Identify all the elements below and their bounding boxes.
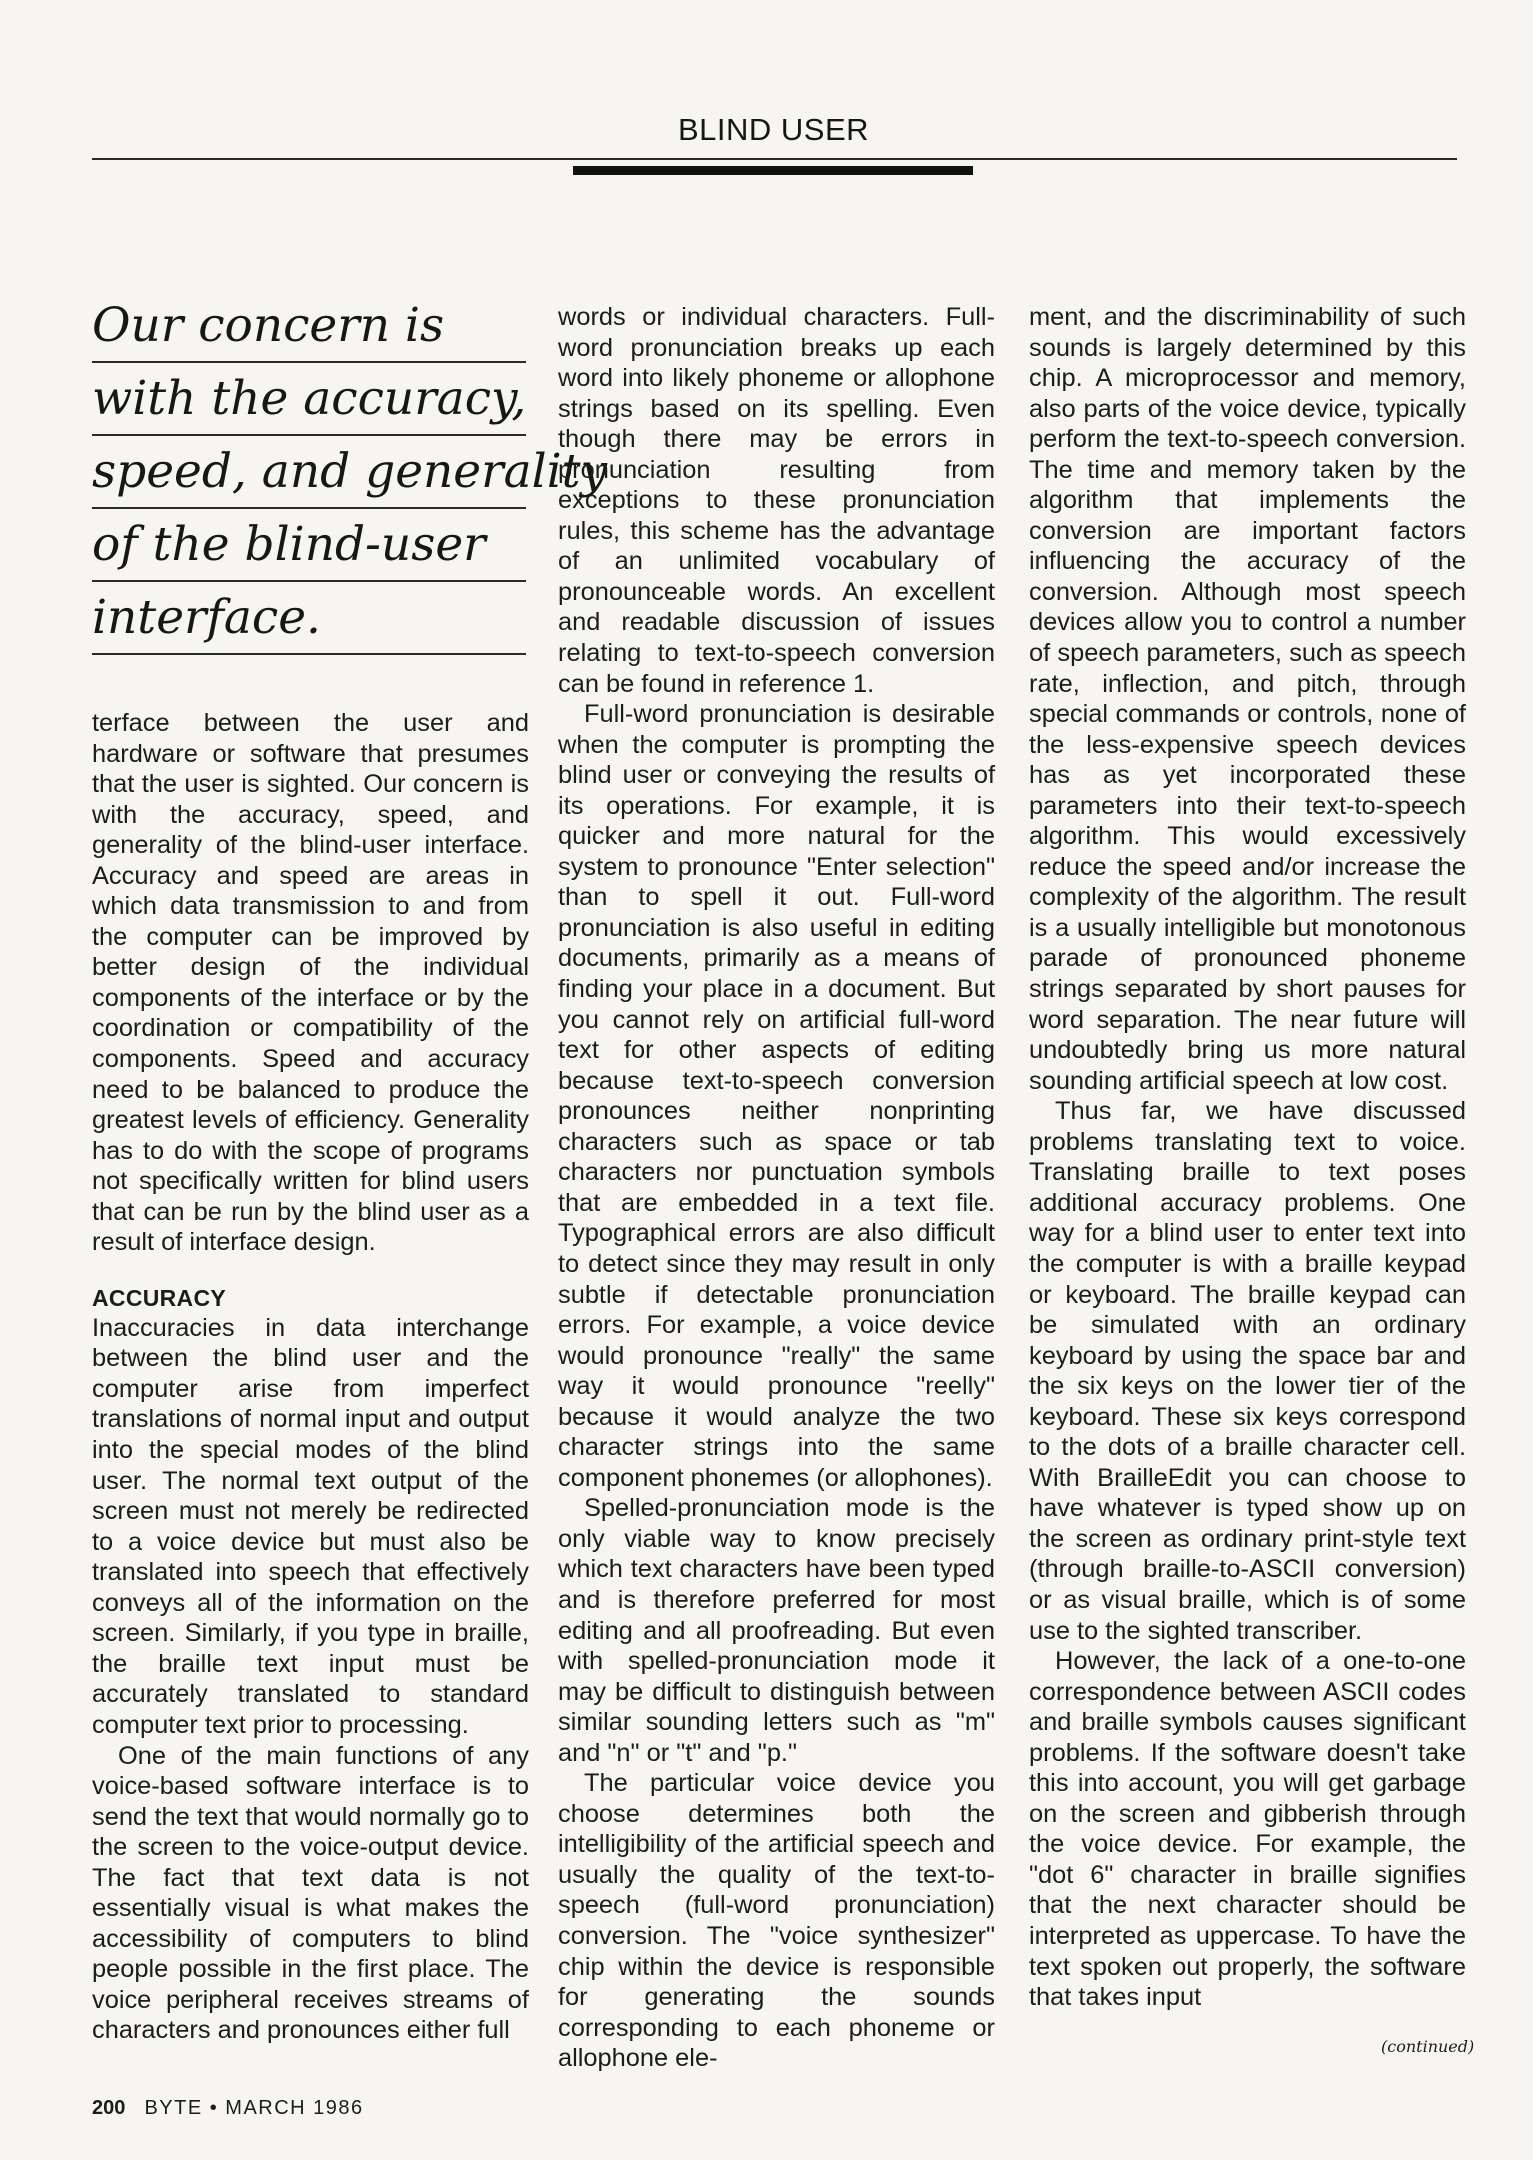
paragraph: Thus far, we have discussed problems translating text to voice. Translating braille to text poses additional accuracy problems. One way for a blind user to enter text into the computer is with a braille keypad or keyboard. The braille keypad can be simulated with an ordinary keyboard by using the space bar and the six keys on the lower tier of the keyboard. These six keys correspond to the dots of a braille character cell. With BrailleEdit you can choose to have whatever is typed show up on the screen as ordinary print-style text (through braille-to-ASCII conversion) or as visual braille, which is of some use to the sighted transcriber. — [1029, 1097, 1466, 1645]
paragraph: However, the lack of a one-to-one correspondence between ASCII codes and braille symbols causes significant problems. If the software doesn't take this into account, you will get garbage on the screen and gibberish through the voice device. For example, the "dot 6" character in braille signifies that the next character should be interpreted as uppercase. To have the text spoken out properly, the software that takes input — [1029, 1647, 1466, 2012]
paragraph: Inaccuracies in data interchange between the blind user and the computer arise from imperfect translations of normal input and output into the special modes of the blind user. The normal text output of the screen must not merely be redirected to a voice device but must also be translated into speech that effectively conveys all of the information on the screen. Similarly, if you type in braille, the braille text input must be accurately translated to standard computer text prior to processing. — [92, 1313, 529, 1739]
pull-quote-line: interface. — [92, 582, 526, 655]
paragraph: ment, and the discriminability of such sounds is largely determined by this chip. A microprocessor and memory, also parts of the voice device, typically perform the text-to-speech conversion. The time and memory taken by the algorithm that implements the conversion are important factors influencing the accuracy of the conversion. Although most speech devices allow you to control a number of speech parameters, such as speech rate, inflection, and pitch, through special commands or controls, none of the less-expensive speech devices has as yet incorporated these parameters into their text-to-speech algorithm. This would excessively reduce the speed and/or increase the complexity of the algorithm. The result is a usually intelligible but monotonous parade of pronounced phoneme strings separated by short pauses for word separation. The near future will undoubtedly bring us more natural sounding artificial speech at low cost. — [1029, 303, 1466, 1095]
header-accent-bar — [573, 166, 973, 175]
paragraph: words or individual characters. Full-word pronunciation breaks up each word into likely phoneme or allophone strings based on its spelling. Even though there may be errors in pronunciation resulting from exceptions to these pronunciation rules, this scheme has the advantage of an unlimited vocabulary of pronounceable words. An excellent and readable discussion of issues relating to text-to-speech conversion can be found in reference 1. — [558, 303, 995, 698]
pull-quote-line: speed, and generality — [92, 436, 526, 509]
pull-quote — [92, 290, 608, 655]
column-3 — [1029, 302, 1466, 2013]
continued-label: (continued) — [1381, 2037, 1475, 2056]
section-title: BLIND USER — [678, 112, 870, 147]
publication-info: BYTE • MARCH 1986 — [144, 2097, 364, 2119]
column-1 — [92, 708, 529, 2046]
pull-quote-line: of the blind-user — [92, 509, 526, 582]
pull-quote-line: with the accuracy, — [92, 363, 526, 436]
header-rule — [92, 158, 1457, 160]
pull-quote-line: Our concern is — [92, 290, 526, 363]
paragraph: Spelled-pronunciation mode is the only viable way to know precisely which text characters have been typed and is therefore preferred for most editing and all proofreading. But even with spelled-pronunciation mode it may be difficult to distinguish between similar sounding letters such as "m" and "n" or "t" and "p." — [558, 1494, 995, 1767]
paragraph: Full-word pronunciation is desirable when the computer is prompting the blind user or conveying the results of its operations. For example, it is quicker and more natural for the system to pronounce "Enter selection" than to spell it out. Full-word pronunciation is also useful in editing documents, primarily as a means of finding your place in a document. But you cannot rely on artificial full-word text for other aspects of editing because text-to-speech conversion pronounces neither nonprinting characters such as space or tab characters nor punctuation symbols that are embedded in a text file. Typographical errors are also difficult to detect since they may result in only subtle if detectable pronunciation errors. For example, a voice device would pronounce "really" the same way it would pronounce "reelly" because it would analyze the two character strings into the same component phonemes (or allophones). — [558, 700, 995, 1492]
column-2 — [558, 302, 995, 2074]
paragraph: terface between the user and hardware or software that presumes that the user is sighted. Our concern is with the accuracy, speed, and generality of the blind-user interface. Accuracy and speed are areas in which data transmission to and from the computer can be improved by better design of the individual components of the interface or by the coordination or compatibility of the components. Speed and accuracy need to be balanced to produce the greatest levels of efficiency. Generality has to do with the scope of programs not specifically written for blind users that can be run by the blind user as a result of interface design. — [92, 709, 529, 1257]
paragraph: The particular voice device you choose determines both the intelligibility of the artificial speech and usually the quality of the text-to-speech (full-word pronunciation) conversion. The "voice synthesizer" chip within the device is responsible for generating the sounds corresponding to each phoneme or allophone ele- — [558, 1769, 995, 2073]
paragraph: One of the main functions of any voice-based software interface is to send the text that would normally go to the screen to the voice-output device. The fact that text data is not essentially visual is what makes the accessibility of computers to blind people possible in the first place. The voice peripheral receives streams of characters and pronounces either full — [92, 1741, 529, 2045]
page-footer — [92, 2097, 364, 2120]
page-number: 200 — [92, 2097, 126, 2119]
section-heading: ACCURACY — [92, 1284, 227, 1311]
